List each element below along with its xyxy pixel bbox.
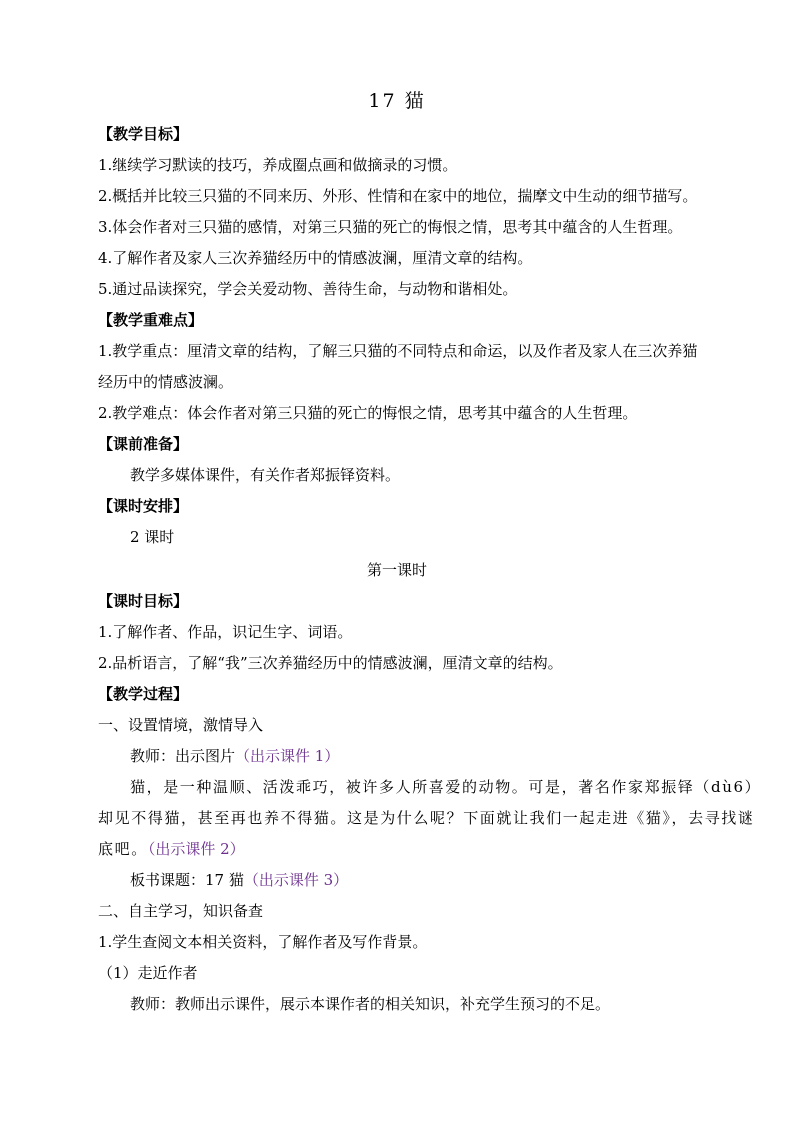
teacher-line-1 <box>130 746 339 766</box>
page-title: 17 猫 <box>368 90 426 112</box>
goal-item: 1.继续学习默读的技巧，养成圈点画和做摘录的习惯。 <box>98 156 458 174</box>
board-title-line <box>130 870 348 890</box>
section-heading-lesson-goals: 【课时目标】 <box>98 592 189 610</box>
section-heading-process: 【教学过程】 <box>98 685 189 703</box>
lesson-heading: 第一课时 <box>366 561 427 579</box>
section-heading-key-points: 【教学重难点】 <box>98 311 204 329</box>
section-heading-teaching-goals: 【教学目标】 <box>98 125 189 143</box>
intro-paragraph-end: 底吧。 <box>98 840 148 858</box>
step-2-heading: 二、自主学习，知识备查 <box>98 902 264 920</box>
step-2-item-1: 1.学生查阅文本相关资料，了解作者及写作背景。 <box>98 933 428 951</box>
section-heading-preparation: 【课前准备】 <box>98 435 189 453</box>
key-point-1: 1.教学重点：厘清文章的结构，了解三只猫的不同特点和命运，以及作者及家人在三次养猫 <box>98 342 698 360</box>
key-point-1-cont: 经历中的情感波澜。 <box>98 373 234 391</box>
schedule-text: 2 课时 <box>130 528 175 546</box>
courseware-ref-2: （出示课件 2） <box>147 840 245 858</box>
lesson-goal-2: 2.品析语言，了解“我”三次养猫经历中的情感波澜，厘清文章的结构。 <box>98 654 563 672</box>
step-1-heading: 一、设置情境，激情导入 <box>98 716 264 734</box>
goal-item: 5.通过品读探究，学会关爱动物、善待生命，与动物和谐相处。 <box>98 280 518 298</box>
step-2-subheading: （1）走近作者 <box>98 964 198 982</box>
courseware-ref-1: （出示课件 1） <box>235 747 340 765</box>
step-2-teacher-line: 教师：教师出示课件，展示本课作者的相关知识，补充学生预习的不足。 <box>130 995 611 1013</box>
courseware-ref-3: （出示课件 3） <box>243 871 349 889</box>
intro-paragraph-line: 猫，是一种温顺、活泼乖巧，被许多人所喜爱的动物。可是，著名作家郑振铎（dù6） <box>130 778 762 796</box>
section-heading-schedule: 【课时安排】 <box>98 497 189 515</box>
goal-item: 4.了解作者及家人三次养猫经历中的情感波澜，厘清文章的结构。 <box>98 249 533 267</box>
key-point-2: 2.教学难点：体会作者对第三只猫的死亡的悔恨之情，思考其中蕴含的人生哲理。 <box>98 404 638 422</box>
goal-item: 3.体会作者对三只猫的感情，对第三只猫的死亡的悔恨之情，思考其中蕴含的人生哲理。 <box>98 218 683 236</box>
goal-item: 2.概括并比较三只猫的不同来历、外形、性情和在家中的地位，揣摩文中生动的细节描写。 <box>98 187 698 205</box>
intro-paragraph-line <box>98 839 245 859</box>
preparation-text: 教学多媒体课件，有关作者郑振铎资料。 <box>130 466 401 484</box>
board-title-text: 板书课题：17 猫 <box>130 871 244 889</box>
intro-paragraph-line: 却见不得猫，甚至再也养不得猫。这是为什么呢？下面就让我们一起走进《猫》，去寻找谜 <box>98 809 755 827</box>
lesson-goal-1: 1.了解作者、作品，识记生字、词语。 <box>98 623 353 641</box>
teacher-line-1-text: 教师：出示图片 <box>130 747 236 765</box>
